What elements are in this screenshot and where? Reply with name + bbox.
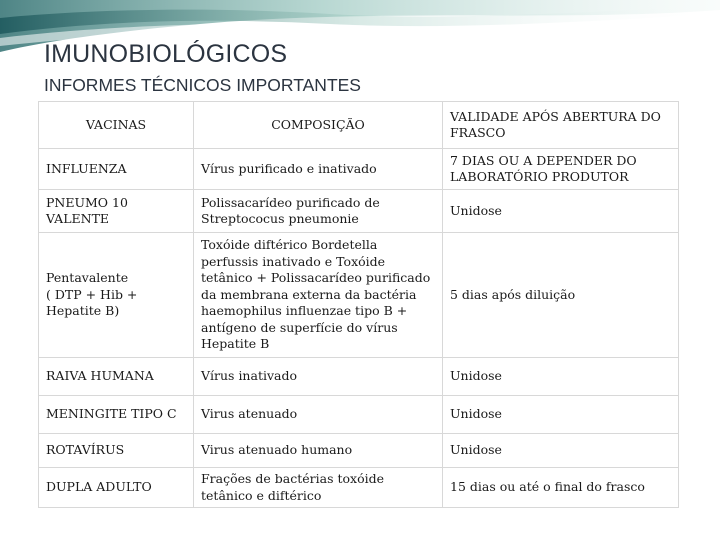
cell-validade: Unidose [443,190,679,233]
cell-vacina: ROTAVÍRUS [39,434,194,468]
page-title: IMUNOBIOLÓGICOS [44,40,288,68]
cell-validade: Unidose [443,434,679,468]
cell-validade: 15 dias ou até o final do frasco [443,468,679,508]
cell-vacina: INFLUENZA [39,149,194,190]
table-row [39,396,679,434]
cell-validade: 5 dias após diluição [443,233,679,358]
cell-composicao: Virus atenuado humano [194,434,443,468]
table-row [39,149,679,190]
table-row [39,468,679,508]
table-row [39,190,679,233]
cell-composicao: Vírus inativado [194,358,443,396]
cell-vacina: MENINGITE TIPO C [39,396,194,434]
cell-composicao: Polissacarídeo purificado de Streptococus pneumonie [194,190,443,233]
column-header-validade: VALIDADE APÓS ABERTURA DO FRASCO [443,102,679,149]
column-header-composicao: COMPOSIÇÃO [194,102,443,149]
cell-vacina: Pentavalente ( DTP + Hib + Hepatite B) [39,233,194,358]
table-row [39,233,679,358]
cell-validade: Unidose [443,358,679,396]
cell-composicao: Toxóide diftérico Bordetella perfussis inativado e Toxóide tetânico + Polissacarídeo purificado da membrana externa da bactéria haemophilus influenzae tipo B + antígeno de superfície do vírus Hepatite B [194,233,443,358]
table-header-row [39,102,679,149]
cell-vacina: PNEUMO 10 VALENTE [39,190,194,233]
table-row [39,358,679,396]
cell-vacina: RAIVA HUMANA [39,358,194,396]
cell-composicao: Frações de bactérias toxóide tetânico e diftérico [194,468,443,508]
cell-vacina: DUPLA ADULTO [39,468,194,508]
vaccine-info-table [38,101,679,508]
column-header-vacinas: VACINAS [39,102,194,149]
cell-composicao: Virus atenuado [194,396,443,434]
cell-validade: Unidose [443,396,679,434]
table-row [39,434,679,468]
cell-validade: 7 DIAS OU A DEPENDER DO LABORATÓRIO PRODUTOR [443,149,679,190]
cell-composicao: Vírus purificado e inativado [194,149,443,190]
page-subtitle: INFORMES TÉCNICOS IMPORTANTES [44,75,361,95]
